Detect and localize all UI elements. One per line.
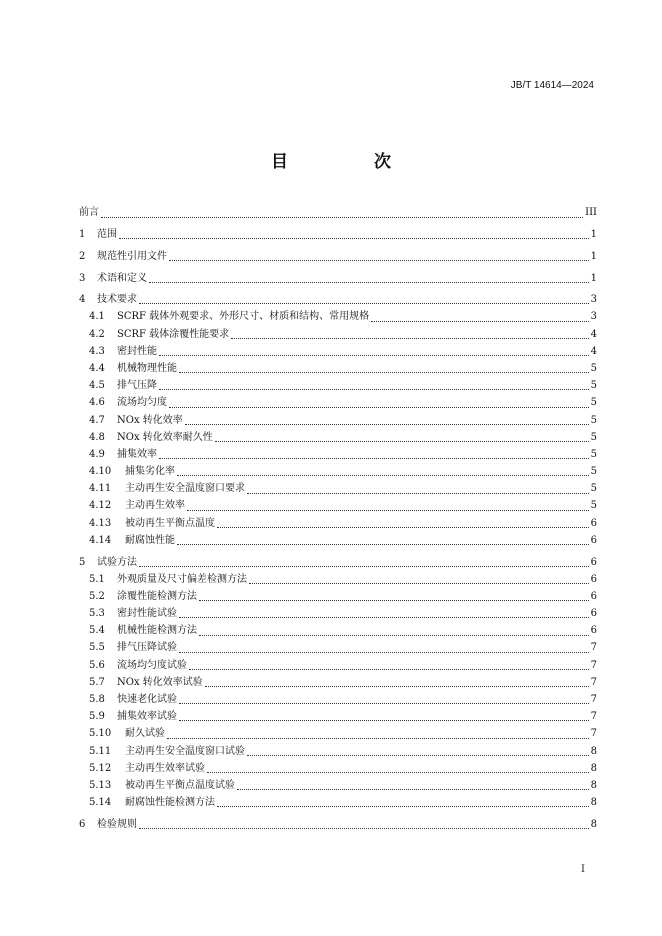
toc-entry-number: 4 [79,294,86,306]
leader-dots [179,652,589,653]
toc-entry-label: 机械性能检测方法 [117,625,197,637]
toc-entry-number: 4.2 [89,328,105,340]
toc-entry-page: 6 [590,625,597,637]
toc-entry[interactable] [79,622,597,639]
toc-entry[interactable] [79,446,597,463]
leader-dots [139,303,589,304]
leader-dots [101,217,583,218]
toc-entry-label: NOx 转化效率试验 [117,676,203,688]
toc-entry-number: 4.11 [89,483,112,495]
toc-entry-number: 4.7 [89,414,105,426]
toc-entry[interactable] [79,498,597,515]
toc-entry-number: 4.9 [89,448,105,460]
toc-entry[interactable] [79,811,597,833]
leader-dots [249,583,589,584]
toc-entry-number: 5.5 [89,642,105,654]
toc-entry[interactable] [79,412,597,429]
toc-entry[interactable] [79,571,597,588]
toc-entry-label: 流场均匀度 [117,397,167,409]
toc-entry-label: 主动再生安全温度窗口试验 [125,745,245,757]
leader-dots [217,806,589,807]
leader-dots [167,738,589,739]
page-number: I [581,864,585,875]
toc-entry-page: 5 [590,431,597,443]
toc-entry-label: 被动再生平衡点温度 [125,517,215,529]
toc-entry[interactable] [79,640,597,657]
leader-dots [199,600,589,601]
toc-entry-page: 7 [590,728,597,740]
leader-dots [207,772,589,773]
toc-entry-page: 6 [590,590,597,602]
toc-entry-number: 4.6 [89,397,105,409]
leader-dots [371,321,588,322]
leader-dots [179,720,589,721]
leader-dots [139,828,589,829]
toc-entry[interactable] [79,657,597,674]
toc-entry-page: 6 [590,517,597,529]
toc-entry-page: 8 [590,762,597,774]
toc-entry-label: 流场均匀度试验 [117,659,187,671]
toc-entry-page: 7 [590,659,597,671]
leader-dots [159,389,589,390]
leader-dots [237,789,589,790]
leader-dots [189,669,589,670]
toc-entry-label: 快速老化试验 [117,694,177,706]
toc-entry[interactable] [79,777,597,794]
toc-entry-page: 1 [590,229,597,241]
toc-entry-label: 前言 [79,207,99,219]
toc-entry-number: 5.13 [89,779,112,791]
toc-entry-page: 1 [590,272,597,284]
toc-entry[interactable] [79,674,597,691]
toc-entry-page: 6 [590,573,597,585]
toc-entry-number: 5.9 [89,711,105,723]
toc-entry-label: 捕集劣化率 [125,466,175,478]
toc-entry-number: 5.7 [89,676,105,688]
toc-entry[interactable] [79,360,597,377]
toc-entry-label: 被动再生平衡点温度试验 [125,779,235,791]
leader-dots [179,617,589,618]
leader-dots [179,372,589,373]
toc-entry[interactable] [79,691,597,708]
toc-entry[interactable] [79,794,597,811]
toc-entry-label: 规范性引用文件 [97,250,167,262]
toc-entry[interactable] [79,243,597,265]
leader-dots [177,475,589,476]
toc-entry-label: SCRF 载体涂覆性能要求 [117,328,230,340]
toc-entry-number: 5.1 [89,573,105,585]
toc-entry-page: 7 [590,694,597,706]
toc-entry-label: 外观质量及尺寸偏差检测方法 [117,573,247,585]
leader-dots [177,544,589,545]
toc-entry[interactable] [79,429,597,446]
toc-entry[interactable] [79,605,597,622]
toc-entry-number: 4.4 [89,362,105,374]
toc-entry[interactable] [79,549,597,571]
toc-entry-page: 7 [590,676,597,688]
toc-entry-page: 6 [590,534,597,546]
toc-entry-label: SCRF 载体外观要求、外形尺寸、材质和结构、常用规格 [117,311,370,323]
toc-entry-page: 5 [590,362,597,374]
toc-entry-label: 捕集效率试验 [117,711,177,723]
toc-entry[interactable] [79,588,597,605]
leader-dots [231,338,588,339]
toc-entry-page: 8 [590,779,597,791]
toc-entry-label: 捕集效率 [117,448,157,460]
toc-entry[interactable] [79,377,597,394]
toc-entry[interactable] [79,308,597,325]
toc-entry-page: 5 [590,466,597,478]
toc-entry-page: 5 [590,414,597,426]
toc-entry-number: 4.3 [89,345,105,357]
toc-entry-label: 排气压降 [117,380,157,392]
toc-entry-label: 密封性能 [117,345,157,357]
leader-dots [139,566,589,567]
toc-entry-page: 5 [590,448,597,460]
toc-entry-label: 耐久试验 [125,728,165,740]
toc-entry-label: NOx 转化效率 [117,414,183,426]
toc-entry-page: 5 [590,483,597,495]
toc-entry-number: 5.4 [89,625,105,637]
toc-entry[interactable] [79,760,597,777]
leader-dots [217,527,589,528]
toc-entry-label: 主动再生效率试验 [125,762,205,774]
toc-entry-number: 6 [79,818,86,830]
toc-entry[interactable] [79,343,597,360]
toc-entry-label: 密封性能试验 [117,608,177,620]
toc-entry-label: 耐腐蚀性能 [125,534,175,546]
toc-entry[interactable] [79,326,597,343]
toc-entry[interactable] [79,265,597,287]
toc-entry-page: 4 [590,328,597,340]
toc-entry[interactable] [79,394,597,411]
toc-entry-page: 6 [590,556,597,568]
toc-entry-page: 3 [590,294,597,306]
toc-entry-number: 5.14 [89,797,112,809]
toc-entry-label: 术语和定义 [97,272,147,284]
toc-entry-label: 主动再生效率 [125,500,185,512]
leader-dots [149,282,589,283]
toc-entry-number: 5.10 [89,728,112,740]
toc-entry-number: 5.11 [89,745,112,757]
toc-entry-page: 5 [590,397,597,409]
page-title: 目 次 [271,152,431,172]
leader-dots [179,703,589,704]
toc-entry-number: 4.10 [89,466,112,478]
toc-entry-page: 7 [590,711,597,723]
leader-dots [247,493,589,494]
leader-dots [215,441,589,442]
toc-entry[interactable] [79,515,597,532]
toc-entry-page: 8 [590,818,597,830]
toc-entry-page: 4 [590,345,597,357]
toc-entry-number: 4.14 [89,534,112,546]
toc-entry-label: 机械物理性能 [117,362,177,374]
toc-entry[interactable] [79,725,597,742]
toc-entry-page: III [585,207,597,219]
toc-entry-label: NOx 转化效率耐久性 [117,431,213,443]
toc-entry-label: 耐腐蚀性能检测方法 [125,797,215,809]
toc-entry-label: 涂覆性能检测方法 [117,590,197,602]
toc-entry[interactable] [79,480,597,497]
toc-entry-page: 5 [590,380,597,392]
leader-dots [159,355,589,356]
leader-dots [169,407,589,408]
table-of-contents [79,200,597,833]
leader-dots [199,635,589,636]
toc-entry-number: 4.13 [89,517,112,529]
leader-dots [247,755,589,756]
toc-entry-number: 5 [79,556,86,568]
toc-entry[interactable] [79,743,597,760]
leader-dots [185,424,589,425]
toc-entry-number: 3 [79,272,86,284]
toc-entry-number: 4.8 [89,431,105,443]
toc-entry-label: 技术要求 [97,294,137,306]
toc-entry-number: 4.5 [89,380,105,392]
toc-entry[interactable] [79,287,597,309]
toc-entry[interactable] [79,463,597,480]
document-code: JB/T 14614—2024 [510,80,594,91]
leader-dots [187,510,589,511]
toc-entry-number: 5.3 [89,608,105,620]
toc-entry-label: 排气压降试验 [117,642,177,654]
toc-entry[interactable] [79,532,597,549]
toc-entry-number: 4.12 [89,500,112,512]
toc-entry-number: 5.6 [89,659,105,671]
toc-entry-label: 主动再生安全温度窗口要求 [125,483,245,495]
toc-entry-label: 试验方法 [97,556,137,568]
toc-entry-number: 5.12 [89,762,112,774]
leader-dots [169,260,589,261]
toc-entry[interactable] [79,222,597,244]
toc-entry-page: 3 [590,311,597,323]
leader-dots [119,238,589,239]
toc-entry-number: 5.2 [89,590,105,602]
toc-entry-label: 范围 [97,229,117,241]
toc-entry-number: 5.8 [89,694,105,706]
toc-entry-page: 8 [590,797,597,809]
toc-entry-number: 1 [79,229,86,241]
leader-dots [205,686,589,687]
leader-dots [159,458,589,459]
toc-entry-label: 检验规则 [97,818,137,830]
toc-entry[interactable] [79,708,597,725]
toc-entry-number: 2 [79,250,86,262]
toc-entry-page: 1 [590,250,597,262]
toc-entry-page: 8 [590,745,597,757]
toc-entry[interactable] [79,200,597,222]
toc-entry-page: 7 [590,642,597,654]
toc-entry-page: 5 [590,500,597,512]
toc-entry-page: 6 [590,608,597,620]
toc-entry-number: 4.1 [89,311,105,323]
